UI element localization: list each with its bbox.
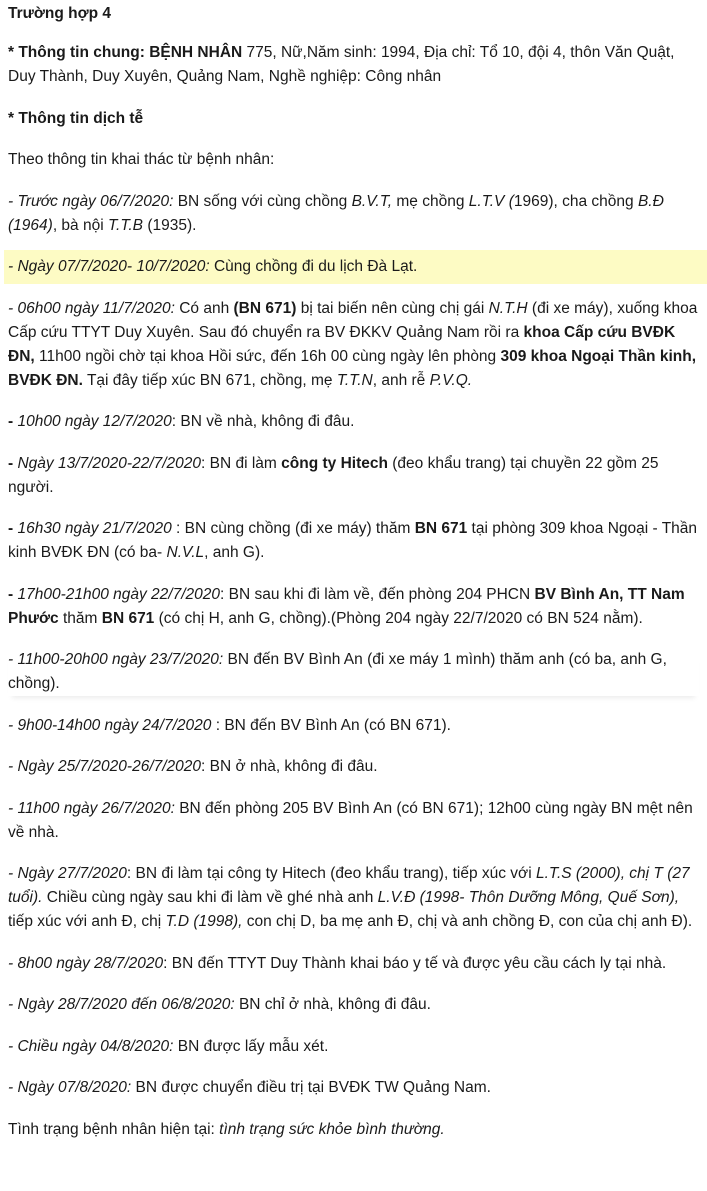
current-status: Tình trạng bệnh nhân hiện tại: tình trạng sức khỏe bình thường. — [8, 1120, 445, 1138]
epidemiology-heading: * Thông tin dịch tễ — [8, 109, 144, 127]
timeline-entry: - 17h00-21h00 ngày 22/7/2020: BN sau khi đi làm về, đến phòng 204 PHCN BV Bình An, TT Nam Phước thăm BN 671 (có chị H, anh G, chồng).(Phòng 204 ngày 22/7/2020 có BN 524 nằm). — [8, 585, 685, 627]
intro-text: Theo thông tin khai thác từ bệnh nhân: — [8, 151, 275, 168]
timeline-entry: - 10h00 ngày 12/7/2020: BN về nhà, không đi đâu. — [8, 413, 355, 430]
timeline-entry-highlighted: - Ngày 07/7/2020- 10/7/2020: Cùng chồng đi du lịch Đà Lạt. — [4, 250, 707, 284]
timeline-entry: - 11h00 ngày 26/7/2020: BN đến phòng 205 BV Bình An (có BN 671); 12h00 cùng ngày BN mệt nên về nhà. — [8, 799, 693, 841]
timeline-entry: - 06h00 ngày 11/7/2020: Có anh (BN 671) bị tai biến nên cùng chị gái N.T.H (đi xe máy), xuống khoa Cấp cứu TTYT Duy Xuyên. Sau đó chuyển ra BV ĐKKV Quảng Nam rồi ra khoa Cấp cứu BVĐK ĐN, 11h00 ngồi chờ tại khoa Hồi sức, đến 16h 00 cùng ngày lên phòng 309 khoa Ngoại Thần kinh, BVĐK ĐN. Tại đây tiếp xúc BN 671, chồng, mẹ T.T.N, anh rễ P.V.Q. — [8, 299, 698, 389]
case-title: Trường hợp 4 — [8, 5, 112, 22]
timeline-entry: - 16h30 ngày 21/7/2020 : BN cùng chồng (đi xe máy) thăm BN 671 tại phòng 309 khoa Ngoại - Thần kinh BVĐK ĐN (có ba- N.V.L, anh G). — [8, 520, 698, 561]
timeline-entry: - Trước ngày 06/7/2020: BN sống với cùng chồng B.V.T, mẹ chồng L.T.V (1969), cha chồng B.Đ (1964), bà nội T.T.B (1935). — [8, 192, 664, 234]
timeline-entry: - 11h00-20h00 ngày 23/7/2020: BN đến BV Bình An (đi xe máy 1 mình) thăm anh (có ba, anh G, chồng). — [8, 648, 699, 696]
timeline-entry: - 9h00-14h00 ngày 24/7/2020 : BN đến BV Bình An (có BN 671). — [8, 716, 451, 734]
general-info: * Thông tin chung: BỆNH NHÂN 775, Nữ,Năm sinh: 1994, Địa chỉ: Tổ 10, đội 4, thôn Văn Quật, Duy Thành, Duy Xuyên, Quảng Nam, Nghề nghiệp: Công nhân — [8, 44, 675, 85]
timeline-entry: - Chiều ngày 04/8/2020: BN được lấy mẫu xét. — [8, 1037, 329, 1055]
timeline-entry: - Ngày 28/7/2020 đến 06/8/2020: BN chỉ ở nhà, không đi đâu. — [8, 996, 431, 1013]
timeline-entry: - 8h00 ngày 28/7/2020: BN đến TTYT Duy Thành khai báo y tế và được yêu cầu cách ly tại nhà. — [8, 954, 667, 972]
timeline-entry: - Ngày 07/8/2020: BN được chuyển điều trị tại BVĐK TW Quảng Nam. — [8, 1079, 491, 1096]
timeline-entry: - Ngày 13/7/2020-22/7/2020: BN đi làm công ty Hitech (đeo khẩu trang) tại chuyền 22 gồm 25 người. — [8, 454, 659, 496]
timeline-entry: - Ngày 25/7/2020-26/7/2020: BN ở nhà, không đi đâu. — [8, 758, 378, 775]
timeline-entry: - Ngày 27/7/2020: BN đi làm tại công ty Hitech (đeo khẩu trang), tiếp xúc với L.T.S (2000), chị T (27 tuổi). Chiều cùng ngày sau khi đi làm về ghé nhà anh L.V.Đ (1998- Thôn Dưỡng Mông, Quế Sơn), tiếp xúc với anh Đ, chị T.D (1998), con chị D, ba mẹ anh Đ, chị và anh chồng Đ, con của chị anh Đ). — [8, 865, 693, 930]
